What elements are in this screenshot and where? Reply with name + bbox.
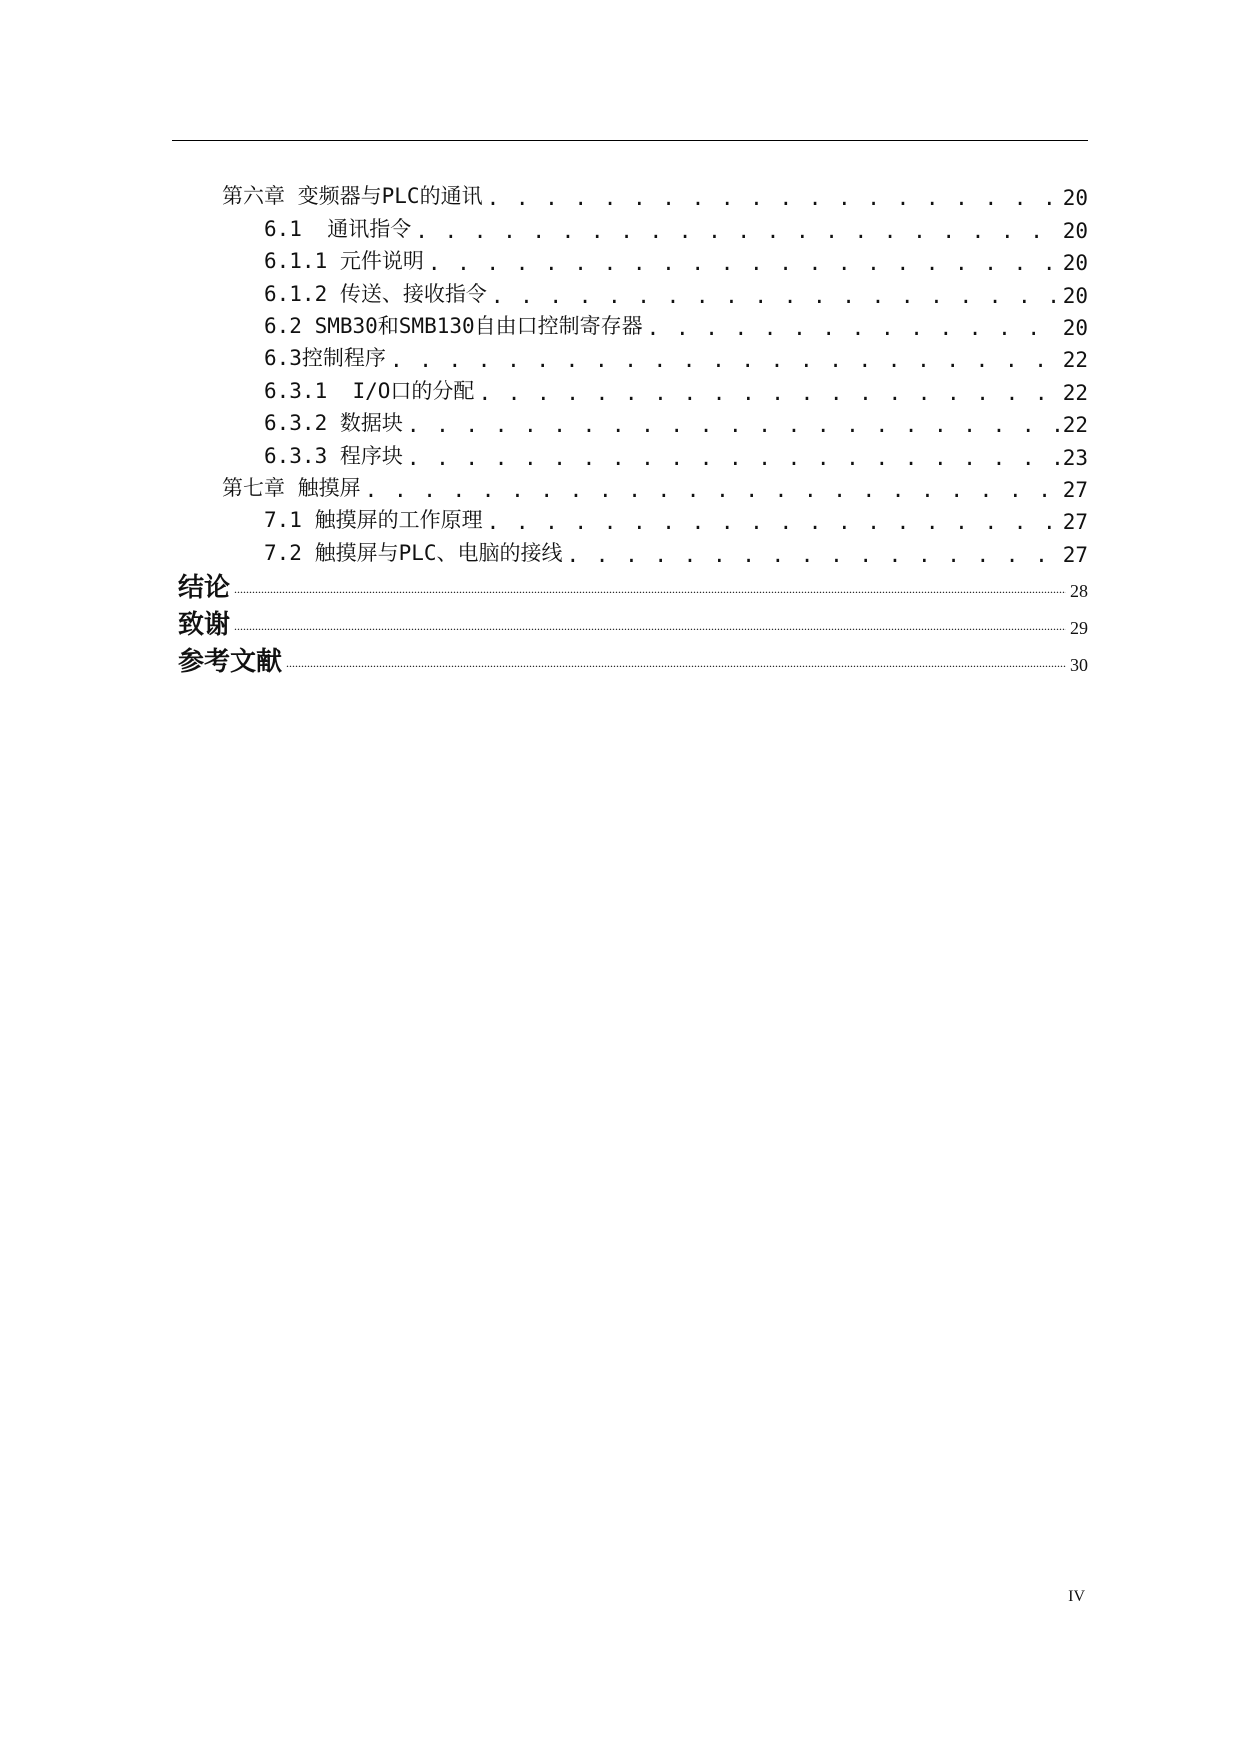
toc-entry-title: 结论	[178, 572, 231, 603]
toc-entry[interactable]	[172, 178, 1088, 210]
toc-entry[interactable]	[172, 405, 1088, 437]
toc-dot-leader	[365, 478, 1059, 502]
toc-dot-leader	[647, 316, 1059, 340]
toc-entry-title: 7.2 触摸屏与PLC、电脑的接线	[264, 540, 563, 565]
toc-dot-leader	[478, 381, 1058, 405]
toc-entry-title: 6.1.2 传送、接收指令	[264, 281, 487, 306]
toc-entry[interactable]	[172, 502, 1088, 534]
toc-entry[interactable]	[172, 534, 1088, 566]
toc-entry[interactable]	[172, 308, 1088, 340]
toc-entry[interactable]	[172, 275, 1088, 307]
toc-dot-leader	[407, 446, 1059, 470]
toc-entry-title: 6.1.1 元件说明	[264, 249, 424, 274]
toc-entry-title: 6.3.2 数据块	[264, 411, 403, 436]
toc-dot-leader	[234, 582, 1066, 597]
toc-entry-page-number: 20	[1062, 251, 1088, 276]
toc-entry-page-number: 27	[1062, 510, 1088, 535]
toc-entry[interactable]	[172, 437, 1088, 469]
toc-dot-leader	[415, 219, 1058, 243]
toc-entry-title: 6.3.3 程序块	[264, 443, 403, 468]
toc-entry-title: 6.2 SMB30和SMB130自由口控制寄存器	[264, 313, 643, 338]
table-of-contents	[172, 178, 1088, 678]
toc-entry[interactable]	[172, 567, 1088, 604]
toc-dot-leader	[234, 619, 1066, 634]
toc-entry-page-number: 20	[1062, 186, 1088, 211]
toc-dot-leader	[407, 413, 1059, 437]
toc-entry[interactable]	[172, 340, 1088, 372]
toc-dot-leader	[286, 656, 1066, 671]
toc-entry-page-number: 22	[1062, 380, 1088, 405]
toc-entry-page-number: 23	[1062, 445, 1088, 470]
toc-dot-leader	[390, 348, 1059, 372]
header-rule	[172, 140, 1088, 141]
toc-entry[interactable]	[172, 210, 1088, 242]
toc-dot-leader	[428, 251, 1059, 275]
toc-entry-page-number: 27	[1062, 542, 1088, 567]
toc-entry-page-number: 29	[1070, 617, 1088, 638]
toc-entry-page-number: 20	[1062, 218, 1088, 243]
toc-entry-page-number: 28	[1070, 580, 1088, 601]
toc-entry[interactable]	[172, 372, 1088, 404]
toc-entry-page-number: 20	[1062, 315, 1088, 340]
toc-entry-title: 参考文献	[178, 646, 283, 677]
toc-dot-leader	[567, 543, 1059, 567]
toc-entry-title: 6.3控制程序	[264, 346, 386, 371]
toc-entry-title: 7.1 触摸屏的工作原理	[264, 508, 483, 533]
toc-dot-leader	[491, 284, 1059, 308]
toc-dot-leader	[487, 510, 1059, 534]
toc-dot-leader	[487, 186, 1059, 210]
page-number: IV	[1068, 1588, 1085, 1605]
toc-entry-page-number: 30	[1070, 654, 1088, 675]
toc-entry[interactable]	[172, 470, 1088, 502]
toc-entry-page-number: 22	[1062, 413, 1088, 438]
toc-entry-title: 第七章 触摸屏	[222, 475, 361, 500]
toc-entry[interactable]	[172, 641, 1088, 678]
toc-entry-page-number: 20	[1062, 283, 1088, 308]
toc-entry-page-number: 27	[1062, 477, 1088, 502]
toc-entry-title: 致谢	[178, 609, 231, 640]
toc-entry[interactable]	[172, 604, 1088, 641]
toc-entry-title: 第六章 变频器与PLC的通讯	[222, 184, 483, 209]
toc-entry[interactable]	[172, 243, 1088, 275]
toc-entry-title: 6.3.1 I/O口的分配	[264, 378, 475, 403]
toc-entry-title: 6.1 通讯指令	[264, 216, 412, 241]
toc-entry-page-number: 22	[1062, 348, 1088, 373]
